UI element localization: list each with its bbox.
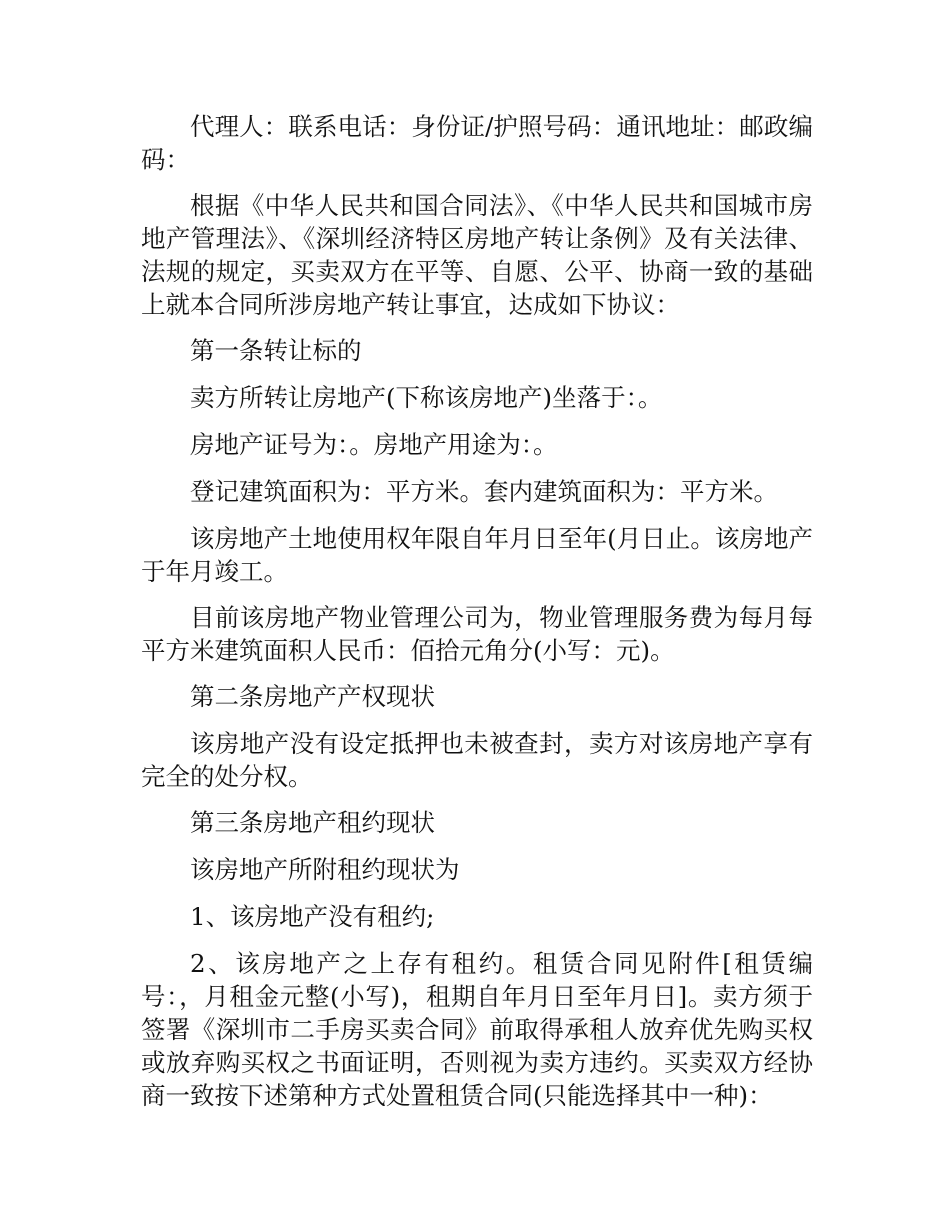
property-rights-paragraph: 该房地产没有设定抵押也未被查封，卖方对该房地产享有完全的处分权。: [141, 729, 813, 791]
article-1-heading: 第一条转让标的: [190, 336, 362, 365]
land-use-term-paragraph: 该房地产土地使用权年限自年月日至年(月日止。该房地产于年月竣工。: [141, 524, 813, 586]
property-location-paragraph: 卖方所转让房地产(下称该房地产)坐落于：。: [190, 383, 663, 412]
property-management-paragraph: 目前该房地产物业管理公司为，物业管理服务费为每月每平方米建筑面积人民币：佰拾元角分(小写：元)。: [141, 603, 813, 665]
agent-contact-paragraph: 代理人：联系电话：身份证/护照号码：通讯地址：邮政编码：: [141, 112, 813, 174]
lease-option-2: 2、该房地产之上存有租约。租赁合同见附件[租赁编号：，月租金元整(小写)，租期自年月日至年月日]。卖方须于签署《深圳市二手房买卖合同》前取得承租人放弃优先购买权或放弃购买权之书面证明，否则视为卖方违约。买卖双方经协商一致按下述第种方式处置租赁合同(只能选择其中一种)：: [141, 949, 813, 1110]
document-body: [141, 110, 813, 1125]
article-2-heading: 第二条房地产产权现状: [190, 682, 435, 711]
article-3-heading: 第三条房地产租约现状: [190, 808, 435, 837]
legal-basis-paragraph: 根据《中华人民共和国合同法》、《中华人民共和国城市房地产管理法》、《深圳经济特区房地产转让条例》及有关法律、法规的规定，买卖双方在平等、自愿、公平、协商一致的基础上就本合同所涉房地产转让事宜，达成如下协议：: [141, 191, 813, 319]
lease-option-1: 1、该房地产没有租约;: [190, 902, 435, 931]
floor-area-paragraph: 登记建筑面积为：平方米。套内建筑面积为：平方米。: [190, 477, 778, 506]
property-certificate-paragraph: 房地产证号为：。房地产用途为：。: [190, 430, 558, 459]
lease-status-paragraph: 该房地产所附租约现状为: [190, 855, 460, 884]
